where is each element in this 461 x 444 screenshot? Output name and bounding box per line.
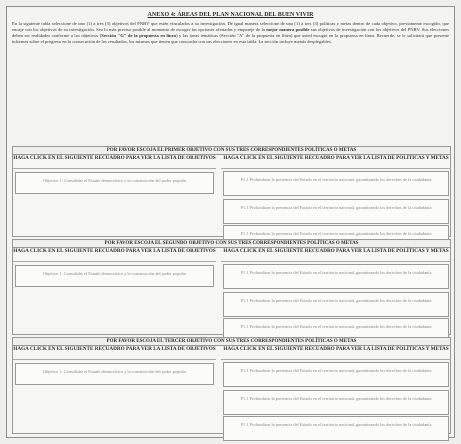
annex-title: ANEXO 4: ÁREAS DEL PLAN NACIONAL DEL BUEN VIVIR — [147, 12, 314, 18]
objective-section-1 — [12, 146, 451, 237]
policies-column — [221, 346, 451, 427]
instructions-text: En la siguiente tabla seleccione de uno (1) a tres (3) objetivos del PNBV que estén vinculados a su investigación. De igual manera seleccione de una (1) a tres (3) políticas y metas dentro de cada objetivo, previamente escogido, que encaje con los objetivos de su investigación. Sea lo más preciso posible al momento de escoger las opciones ofertadas y empareje de la — [12, 21, 449, 32]
document-page — [6, 6, 455, 438]
objective-section-2 — [12, 239, 451, 335]
policy-dropdown-3[interactable]: P1.1 Profundizar la presencia del Estado en el territorio nacional, garantizando los derechos de la ciudadanía — [223, 416, 449, 441]
objectives-column — [13, 248, 216, 276]
objectives-column-header: HAGA CLICK EN EL SIGUIENTE RECUADRO PARA VER LA LISTA DE OBJETIVOS — [13, 155, 216, 169]
policy-dropdown-1[interactable]: P1.1 Profundizar la presencia del Estado en el territorio nacional, garantizando los derechos de la ciudadanía — [223, 171, 449, 196]
instructions-paragraph — [7, 19, 454, 124]
section-heading: POR FAVOR ESCOJA EL PRIMER OBJETIVO CON SUS TRES CORRESPONDIENTES POLÍTICAS O METAS — [13, 147, 450, 155]
objectives-column-header: HAGA CLICK EN EL SIGUIENTE RECUADRO PARA VER LA LISTA DE OBJETIVOS — [13, 248, 216, 262]
objective-dropdown[interactable]: Objetivo 1. Consolidar el Estado democrático y la construcción del poder popular — [15, 172, 214, 194]
instructions-text: ) y las áreas temáticas (Sección "A" de la propuesta en línea) que usted escogió en la propuesta en línea. Recuerde, se le solicitará que presente informes sobre el progreso en la consecución de los resultados, los mismos que tienen que concordar con sus elecciones en esta tabla. La sección incluye menús desplegables. — [12, 33, 449, 44]
section-heading: POR FAVOR ESCOJA EL TERCER OBJETIVO CON SUS TRES CORRESPONDIENTES POLÍTICAS O METAS — [13, 338, 450, 346]
policies-column-header: HAGA CLICK EN EL SIGUIENTE RECUADRO PARA VER LA LISTA DE POLÍTICAS Y METAS — [221, 248, 451, 262]
policies-column-header: HAGA CLICK EN EL SIGUIENTE RECUADRO PARA VER LA LISTA DE POLÍTICAS Y METAS — [221, 155, 451, 169]
policy-dropdown-1[interactable]: P1.1 Profundizar la presencia del Estado en el territorio nacional, garantizando los derechos de la ciudadanía — [223, 264, 449, 289]
section-heading: POR FAVOR ESCOJA EL SEGUNDO OBJETIVO CON SUS TRES CORRESPONDIENTES POLÍTICAS O METAS — [13, 240, 450, 248]
policy-dropdown-2[interactable]: P1.1 Profundizar la presencia del Estado en el territorio nacional, garantizando los derechos de la ciudadanía — [223, 390, 449, 415]
policies-column — [221, 248, 451, 329]
policies-column-header: HAGA CLICK EN EL SIGUIENTE RECUADRO PARA VER LA LISTA DE POLÍTICAS Y METAS — [221, 346, 451, 360]
policies-column — [221, 155, 451, 236]
objective-dropdown[interactable]: Objetivo 1. Consolidar el Estado democrático y la construcción del poder popular — [15, 265, 214, 287]
objective-section-3 — [12, 337, 451, 434]
instructions-emphasis: Sección "G" de la propuesta en línea — [101, 33, 176, 38]
objective-dropdown[interactable]: Objetivo 1. Consolidar el Estado democrático y la construcción del poder popular — [15, 363, 214, 385]
policy-dropdown-3[interactable]: P1.1 Profundizar la presencia del Estado en el territorio nacional, garantizando los derechos de la ciudadanía — [223, 318, 449, 343]
instructions-text: sus objetivos de investigación con los objetivos del PNBV. Sus elecciones deben ser realidades conforme a los objetivos ( — [12, 27, 449, 38]
objectives-column — [13, 155, 216, 183]
objectives-column — [13, 346, 216, 374]
policy-dropdown-2[interactable]: P1.1 Profundizar la presencia del Estado en el territorio nacional, garantizando los derechos de la ciudadanía — [223, 292, 449, 317]
policy-dropdown-3[interactable]: P1.1 Profundizar la presencia del Estado en el territorio nacional, garantizando los derechos de la ciudadanía — [223, 225, 449, 250]
instructions-emphasis: mejor manera posible — [266, 27, 310, 32]
objectives-column-header: HAGA CLICK EN EL SIGUIENTE RECUADRO PARA VER LA LISTA DE OBJETIVOS — [13, 346, 216, 360]
policy-dropdown-2[interactable]: P1.1 Profundizar la presencia del Estado en el territorio nacional, garantizando los derechos de la ciudadanía — [223, 199, 449, 224]
policy-dropdown-1[interactable]: P1.1 Profundizar la presencia del Estado en el territorio nacional, garantizando los derechos de la ciudadanía — [223, 362, 449, 387]
